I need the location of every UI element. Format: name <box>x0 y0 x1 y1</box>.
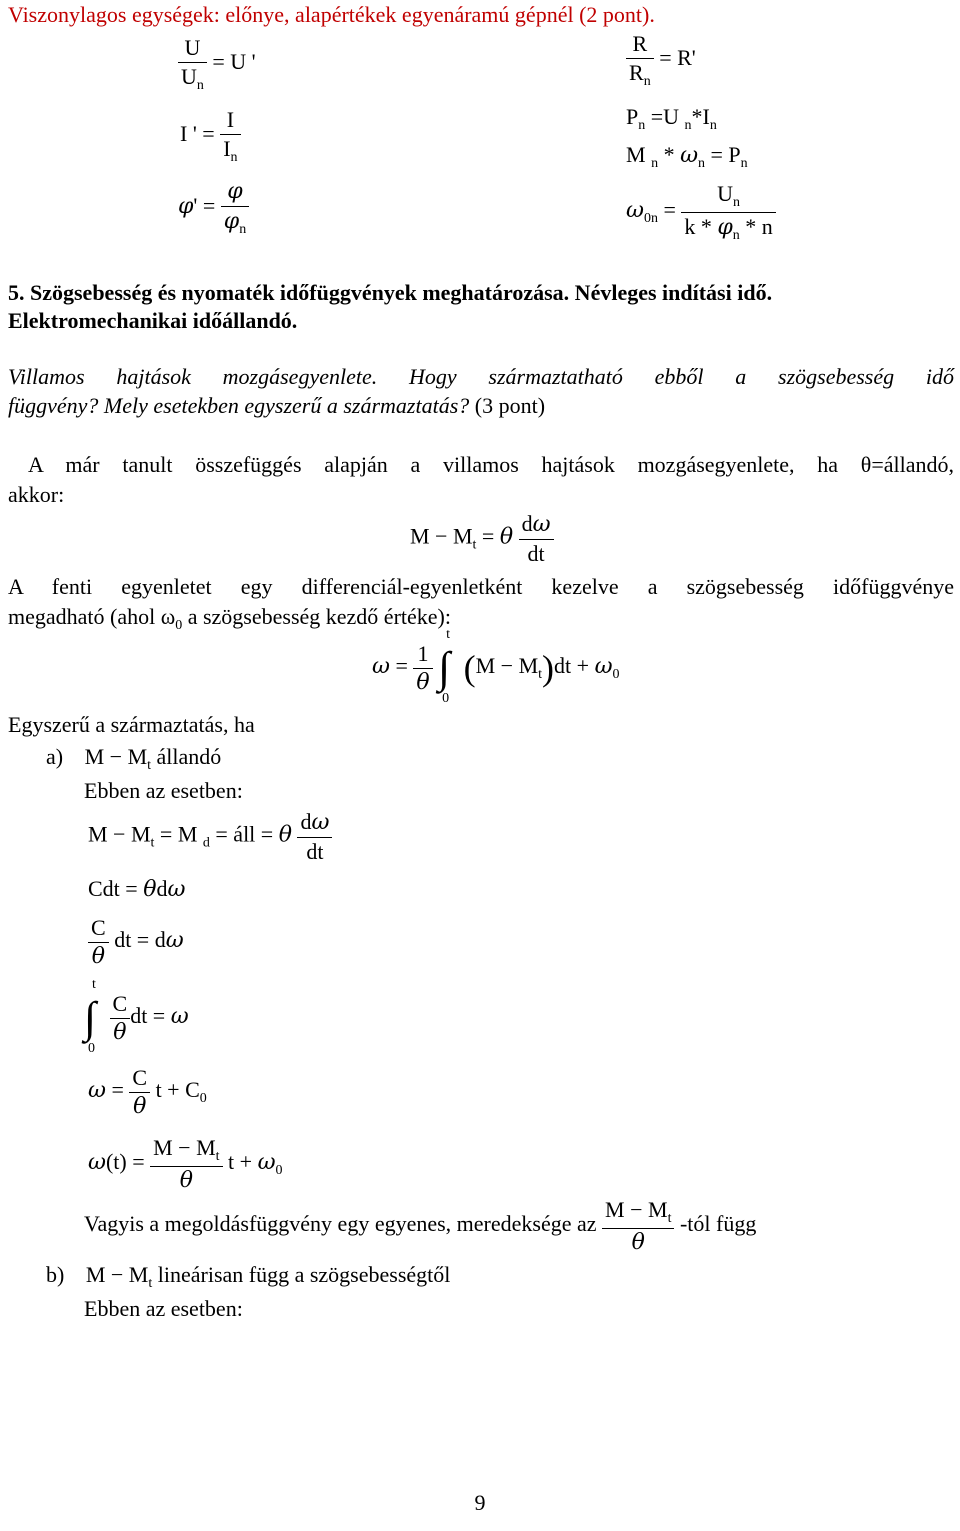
equation-integral: ω = $\frac{1}{\theta}$ ∫ t 0 $(M - M_t)dt + \omega_0$ <box>372 627 620 706</box>
case-a-subheading: Ebben az esetben: <box>84 778 243 803</box>
para1-line1: A már tanult összefüggés alapján a villamos hajtások mozgásegyenlete, ha θ=állandó, <box>28 452 954 477</box>
formula-phi: φ' = $\frac{\varphi}{\varphi_n}$ <box>178 178 249 238</box>
para2-line1: A fenti egyenletet egy differenciál-egyenletként kezelve a szögsebesség időfüggvénye <box>8 574 954 599</box>
simple-derivation: Egyszerű a származtatás, ha <box>8 712 255 737</box>
case-a-label: a) <box>46 744 64 769</box>
case-a-eq3: $\frac{C}{\theta}$ dt = dω <box>88 914 184 970</box>
case-b-line: b) $M - M_t$ lineárisan függ a szögsebességtől <box>46 1262 451 1291</box>
para2-line2 <box>8 604 451 634</box>
section-title-line1: 5. Szögsebesség és nyomaték időfüggvények meghatározása. Névleges indítási idő. <box>8 280 773 305</box>
case-a-eq4: ∫ t 0 $\frac{C}{\theta}$ dt = ω <box>84 977 189 1056</box>
case-a-conclusion: Vagyis a megoldásfüggvény egy egyenes, meredeksége az $\frac{M - M_t}{\theta}$ -tól függ <box>84 1197 757 1255</box>
equation-motion: $M - M_t = \theta$ $\frac{d\omega}{dt}$ <box>410 510 554 567</box>
para2-line2a: megadható (ahol ω <box>8 604 176 629</box>
case-a-eq1: $M - M_t = M$ $_d$ = áll = θ $\frac{d\omega}{dt}$ <box>88 808 332 865</box>
case-b-text: lineárisan függ a szögsebességtől <box>157 1262 451 1287</box>
formula-mn: M $_n * \omega_n = P_n$ <box>626 142 748 171</box>
case-a-eq6: ω(t) = $\frac{M - M_t}{\theta}$ $t + \omega_0$ <box>88 1135 283 1193</box>
question-line1: Villamos hajtások mozgásegyenlete. Hogy származtatható ebből a szögsebesség idő <box>8 364 954 389</box>
conclusion-text-b: -tól függ <box>679 1211 757 1237</box>
header-title: Viszonylagos egységek: előnye, alapértékek egyenáramú gépnél (2 pont). <box>8 2 655 27</box>
case-a-text: állandó <box>156 744 222 769</box>
section-title-line2: Elektromechanikai időállandó. <box>8 308 298 333</box>
case-a-eq5: ω = $\frac{C}{\theta}$ $t + C_0$ <box>88 1065 207 1119</box>
formula-u: $\frac{U}{U_n}$ = U ' <box>178 34 256 94</box>
formula-r: $\frac{R}{R_n}$ = R' <box>626 30 696 90</box>
question-line2 <box>8 393 545 419</box>
conclusion-text-a: Vagyis a megoldásfüggvény egy egyenes, meredeksége az <box>84 1211 597 1237</box>
case-b-subheading: Ebben az esetben: <box>84 1296 243 1321</box>
formula-pn: $P_n =U$ $_n*I_n$ <box>626 104 717 133</box>
question-line2-points: (3 pont) <box>469 393 546 418</box>
page-number: 9 <box>474 1490 486 1515</box>
case-a-eq2: Cdt = θdω <box>88 876 186 902</box>
case-b-label: b) <box>46 1262 65 1287</box>
para2-line2sub: 0 <box>175 618 183 633</box>
case-a-line: a) $M - M_t$ állandó <box>46 744 222 773</box>
formula-w0n: $\omega_{0n}$ = $\frac{U_n}{k * \varphi_n * n}$ <box>626 180 776 244</box>
question-line2-italic: függvény? Mely esetekben egyszerű a származtatás? <box>8 393 470 418</box>
para2-line2b: a szögsebesség kezdő értéke): <box>182 604 451 629</box>
formula-i: I ' = $\frac{I}{I_n}$ <box>180 106 241 166</box>
para1-line2: akkor: <box>8 482 65 507</box>
